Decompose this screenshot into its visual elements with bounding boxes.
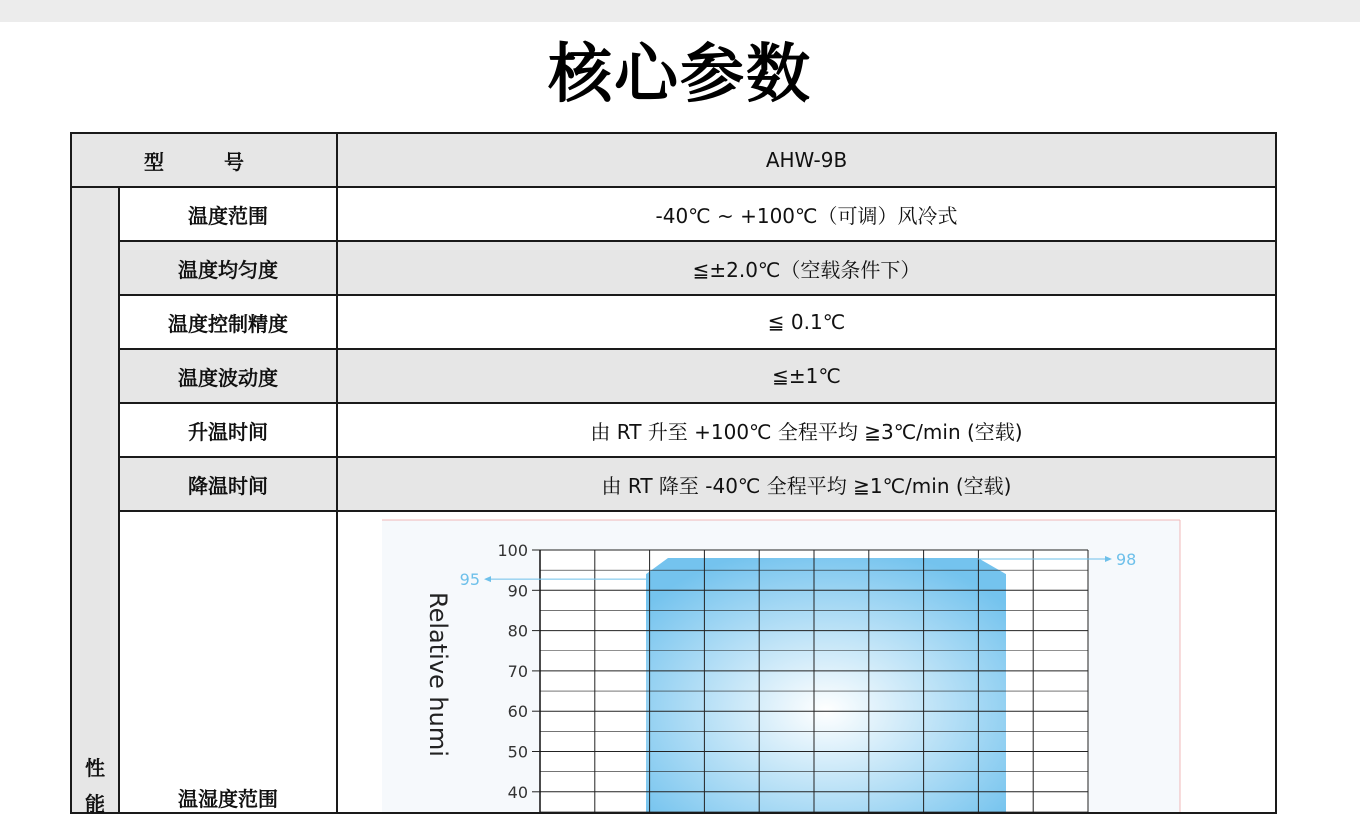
y-axis-label: Relative humi [424, 592, 452, 757]
spec-table [70, 132, 1277, 814]
humidity-area [646, 558, 1006, 812]
model-value: AHW-9B [337, 133, 1276, 187]
humidity-range-chart [338, 512, 1273, 812]
row-value: ≦±2.0℃（空载条件下） [337, 241, 1276, 295]
model-label: 型 号 [71, 133, 337, 187]
group-label: 性 能 [85, 756, 105, 816]
annotation-label-95: 95 [459, 570, 480, 590]
y-tick-label: 40 [507, 782, 528, 802]
row-value: ≦±1℃ [337, 349, 1276, 403]
row-value: 由 RT 降至 -40℃ 全程平均 ≧1℃/min (空载) [337, 457, 1276, 511]
row-value: 由 RT 升至 +100℃ 全程平均 ≧3℃/min (空载) [337, 403, 1276, 457]
row-value: -40℃ ~ +100℃（可调）风冷式 [337, 187, 1276, 241]
y-tick-label: 100 [497, 541, 528, 560]
y-tick-label: 50 [507, 742, 528, 762]
chart-row-label-cell [119, 511, 337, 813]
group-label-cell [71, 187, 119, 816]
chart-row-label: 温湿度范围 [178, 787, 278, 811]
y-tick-label: 90 [507, 581, 528, 601]
page-title: 核心参数 [548, 38, 812, 112]
row-label: 降温时间 [119, 457, 337, 511]
y-tick-label: 70 [507, 661, 528, 681]
row-label: 温度波动度 [119, 349, 337, 403]
row-value: ≦ 0.1℃ [337, 295, 1276, 349]
row-label: 温度控制精度 [119, 295, 337, 349]
annotation-label-98: 98 [1116, 550, 1137, 570]
row-label: 温度范围 [119, 187, 337, 241]
chart-cell [337, 511, 1276, 813]
top-bar [0, 0, 1360, 22]
row-label: 升温时间 [119, 403, 337, 457]
row-label: 温度均匀度 [119, 241, 337, 295]
y-tick-label: 60 [507, 702, 528, 722]
y-tick-label: 80 [507, 621, 528, 641]
